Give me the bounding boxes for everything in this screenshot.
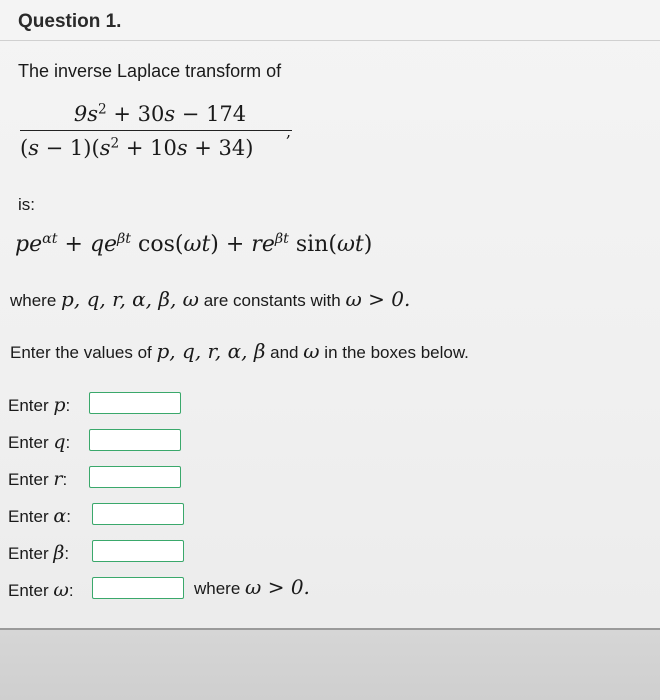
field-row-q	[8, 428, 70, 456]
omega-condition: ω > 0.	[345, 287, 411, 311]
field-label-r: Enter r:	[8, 468, 68, 490]
field-label-beta: Enter β:	[8, 542, 70, 564]
input-q[interactable]	[89, 429, 181, 451]
question-header	[0, 0, 660, 41]
solution-expression: $pe^{\alpha t} + qe^{\beta t}$ $\cos(\omega t) + re^{\beta t}$ sin(ωt)	[15, 231, 373, 257]
instruction-text: Enter the values of p, q, r, α, β and ω in the boxes below.	[10, 339, 469, 363]
field-label-p: Enter p:	[8, 394, 71, 416]
omega-suffix: where ω > 0.	[194, 575, 310, 599]
constants-statement: where p, q, r, α, β, ω are constants with ω > 0.	[10, 287, 411, 311]
input-alpha[interactable]	[92, 503, 184, 525]
field-row-beta	[8, 539, 69, 567]
fraction-denominator: $(s - 1)(s^2 + 10s + 34)$	[20, 135, 254, 160]
input-r[interactable]	[89, 466, 181, 488]
question-title: Question 1.	[18, 11, 122, 32]
field-row-r	[8, 465, 67, 493]
fraction-comma: ,	[286, 122, 292, 141]
input-omega[interactable]	[92, 577, 184, 599]
field-label-q: Enter q:	[8, 431, 71, 453]
field-row-p	[8, 391, 70, 419]
field-label-omega: Enter ω:	[8, 579, 74, 601]
field-row-alpha	[8, 502, 71, 530]
input-beta[interactable]	[92, 540, 184, 562]
intro-text: The inverse Laplace transform of	[18, 61, 282, 81]
fraction-numerator: $9s^2 + 30s - 174$	[73, 101, 247, 126]
field-row-omega	[8, 576, 74, 604]
is-label: is:	[18, 195, 35, 214]
field-label-alpha: Enter α:	[8, 505, 71, 527]
input-p[interactable]	[89, 392, 181, 414]
page-footer	[0, 630, 660, 700]
laplace-fraction	[20, 100, 292, 161]
constants-vars: p, q, r, α, β, ω	[61, 287, 199, 311]
